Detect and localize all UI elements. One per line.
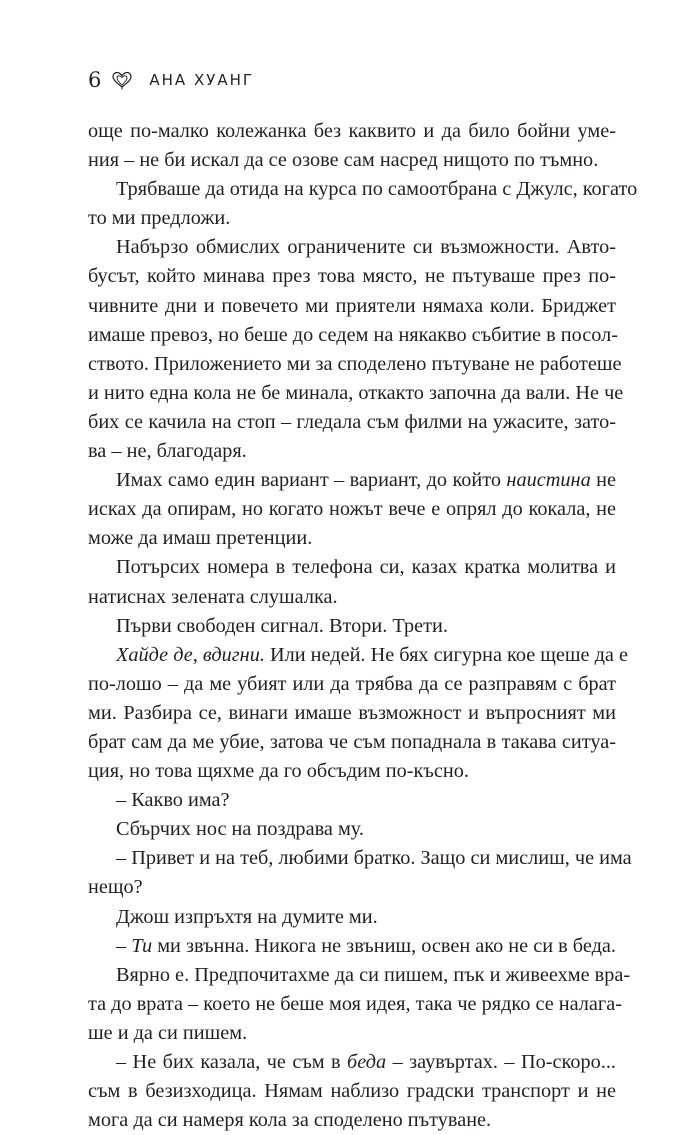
- text-segment: ми. Разбира се, винаги имаше възможност и въпросният ми: [88, 701, 616, 724]
- text-line: [88, 1048, 616, 1077]
- running-header: [88, 68, 254, 92]
- text-segment: Сбърчих нос на поздрава му.: [116, 818, 364, 841]
- italic-text: беда: [347, 1051, 387, 1073]
- paragraph: [88, 641, 629, 786]
- text-segment: имаше превоз, но беше до седем на някакво събитие в посол-: [88, 323, 619, 346]
- paragraph: [88, 961, 631, 1048]
- text-line: [88, 1077, 616, 1106]
- text-segment: още по-малко колежанка без каквито и да било бойни уме-: [88, 120, 616, 142]
- text-line: [88, 728, 616, 757]
- text-line: [88, 1019, 616, 1048]
- text-segment: може да имаш претенции.: [88, 527, 313, 550]
- text-line: [88, 146, 616, 175]
- italic-text: наистина: [506, 469, 591, 492]
- text-line: [88, 466, 616, 495]
- italic-text: Хайде де, вдигни.: [116, 643, 265, 666]
- text-segment: натиснах зелената слушалка.: [88, 585, 338, 608]
- text-line: [88, 903, 616, 932]
- text-line: [88, 524, 616, 553]
- text-line: [88, 670, 616, 699]
- paragraph: [88, 932, 616, 961]
- text-segment: исках да опирам, но когато ножът вече е опрял до кокала, не: [88, 498, 616, 521]
- text-segment: то ми предложи.: [88, 207, 231, 230]
- paragraph: [88, 903, 616, 932]
- text-line: [88, 1106, 616, 1135]
- text-line: [88, 583, 616, 612]
- paragraph: [88, 786, 616, 815]
- body-text: [88, 117, 638, 1135]
- paragraph: [88, 466, 616, 553]
- text-line: [88, 553, 616, 582]
- paragraph: [88, 1048, 616, 1135]
- text-line: [88, 233, 616, 262]
- text-segment: Трябваше да отида на курса по самоотбрана с Джулс, когато: [116, 178, 638, 201]
- text-segment: – Какво има?: [116, 789, 230, 812]
- text-segment: Първи свободен сигнал. Втори. Трети.: [116, 614, 448, 637]
- text-segment: ството. Приложението ми за споделено пътуване не работеше: [88, 352, 622, 375]
- text-segment: нещо?: [88, 876, 143, 899]
- text-segment: бусът, който минава през това място, не пътуваше през по-: [88, 265, 616, 288]
- text-segment: Джош изпръхтя на думите ми.: [116, 905, 378, 928]
- text-segment: и нито една кола не бе минала, откакто започна да вали. Не че: [88, 381, 624, 404]
- text-line: [88, 495, 616, 524]
- text-segment: Набързо обмислих ограничените си възможности. Авто-: [116, 236, 616, 259]
- paragraph: [88, 233, 624, 466]
- text-line: [88, 204, 616, 233]
- text-line: [88, 699, 616, 728]
- text-line: [88, 873, 616, 902]
- text-line: [88, 321, 619, 350]
- text-segment: – Привет и на теб, любими братко. Защо си мислиш, че има: [116, 847, 632, 870]
- paragraph: [88, 117, 616, 175]
- text-segment: ше и да си пишем.: [88, 1021, 248, 1044]
- text-line: [88, 350, 622, 379]
- text-line: [88, 612, 616, 641]
- text-line: [88, 932, 616, 961]
- text-segment: Вярно е. Предпочитахме да си пишем, пък и живеехме вра-: [116, 963, 631, 986]
- paragraph: [88, 612, 616, 641]
- heart-flourish-icon: [111, 70, 133, 90]
- text-line: [88, 292, 616, 321]
- text-line: [88, 844, 632, 873]
- text-line: [88, 786, 616, 815]
- text-segment: – Не бих казала, че съм в: [116, 1051, 348, 1073]
- text-line: [88, 437, 616, 466]
- text-segment: мога да си намеря кола за споделено пътуване.: [88, 1109, 492, 1132]
- text-segment: ва – не, благодаря.: [88, 440, 247, 463]
- text-segment: ми звънна. Никога не звъниш, освен ако не си в беда.: [152, 934, 616, 957]
- text-segment: Потърсих номера в телефона си, казах кратка молитва и: [116, 556, 616, 579]
- paragraph: [88, 175, 638, 233]
- text-line: [88, 175, 638, 204]
- text-line: [88, 815, 616, 844]
- text-segment: та до врата – което не беше моя идея, така че рядко се налага-: [88, 992, 622, 1015]
- text-line: [88, 408, 616, 437]
- text-segment: Или недей. Не бях сигурна кое щеше да е: [264, 643, 629, 666]
- text-segment: съм в безизходица. Нямам наблизо градски транспорт и не: [88, 1080, 616, 1103]
- italic-text: Ти: [131, 934, 153, 957]
- text-line: [88, 262, 616, 291]
- paragraph: [88, 844, 632, 902]
- author-name: АНА ХУАНГ: [149, 71, 255, 89]
- text-segment: бих се качила на стоп – гледала съм филми на ужасите, зато-: [88, 410, 616, 433]
- text-segment: брат сам да ме убие, затова че съм попаднала в такава ситуа-: [88, 730, 616, 753]
- text-line: [88, 961, 631, 990]
- text-line: [88, 757, 616, 786]
- text-line: [88, 990, 622, 1019]
- text-segment: –: [116, 934, 132, 957]
- text-segment: ния – не би искал да се озове сам насред нищото по тъмно.: [88, 149, 599, 172]
- text-segment: чивните дни и повечето ми приятели нямаха коли. Бриджет: [88, 294, 616, 317]
- page-number: 6: [88, 68, 102, 92]
- text-segment: – заувъртах. – По-скоро...: [386, 1051, 616, 1073]
- text-line: [88, 117, 616, 146]
- text-segment: ция, но това щяхме да го обсъдим по-късно.: [88, 760, 469, 783]
- text-segment: по-лошо – да ме убият или да трябва да се разправям с брат: [88, 672, 616, 695]
- text-line: [88, 641, 629, 670]
- paragraph: [88, 553, 616, 611]
- text-segment: не: [590, 469, 616, 492]
- paragraph: [88, 815, 616, 844]
- text-segment: Имах само един вариант – вариант, до който: [116, 469, 507, 492]
- text-line: [88, 379, 624, 408]
